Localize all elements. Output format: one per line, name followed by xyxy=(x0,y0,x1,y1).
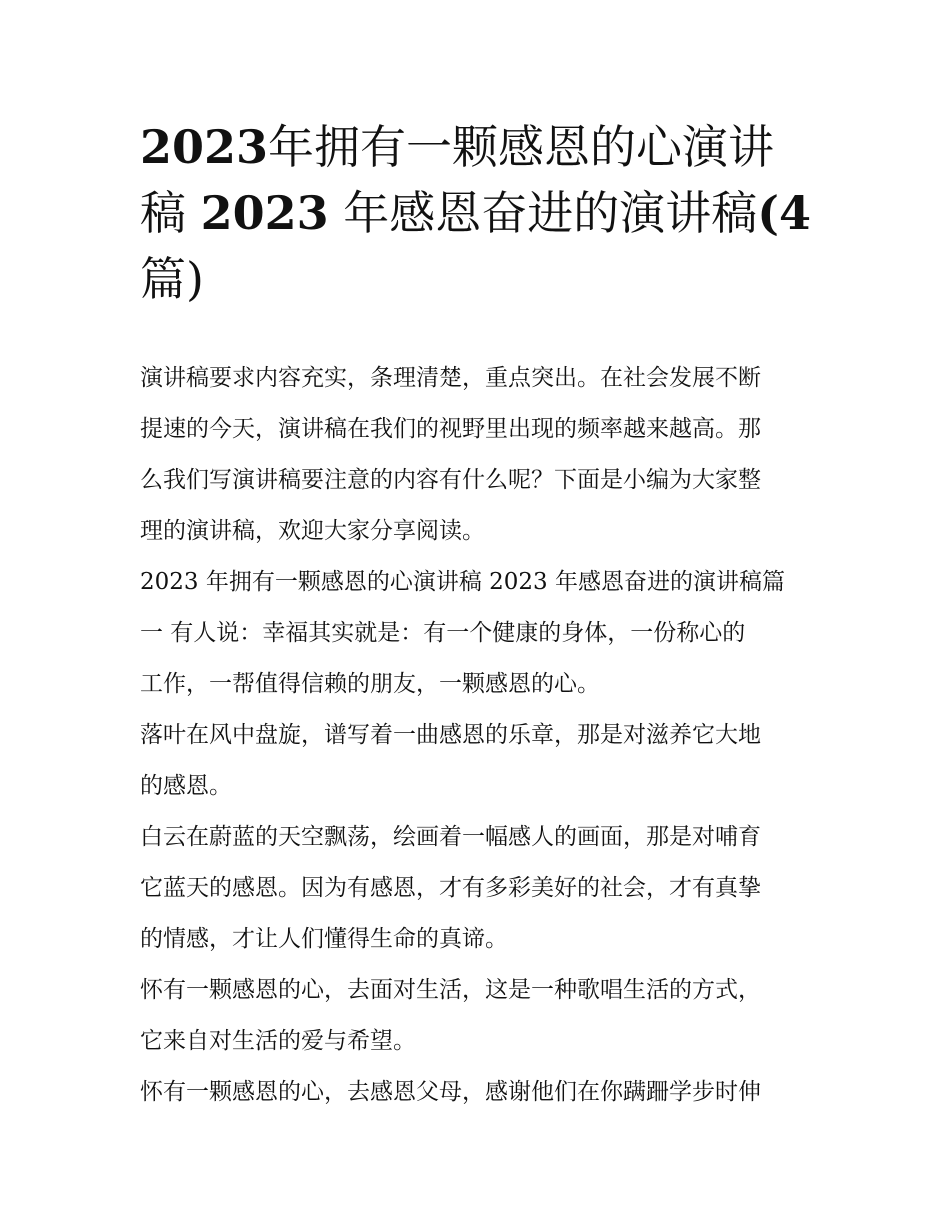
paragraph-section-1 xyxy=(140,557,820,710)
paragraph-parents xyxy=(140,1067,820,1118)
text-line: 它来自对生活的爱与希望。 xyxy=(140,1028,416,1054)
text-line: 白云在蔚蓝的天空飘荡，绘画着一幅感人的画面，那是对哺育 xyxy=(140,824,761,850)
text-line: 理的演讲稿，欢迎大家分享阅读。 xyxy=(140,518,485,544)
text-line: 工作，一帮值得信赖的朋友，一颗感恩的心。 xyxy=(140,671,600,697)
paragraph-clouds xyxy=(140,812,820,965)
title-line-3 xyxy=(140,246,820,312)
text-line: 一 有人说：幸福其实就是：有一个健康的身体，一份称心的 xyxy=(140,620,746,646)
title-line-2 xyxy=(140,180,820,246)
text-line: 么我们写演讲稿要注意的内容有什么呢？下面是小编为大家整 xyxy=(140,467,761,493)
title-text: 稿 xyxy=(140,186,201,240)
text-line: 提速的今天，演讲稿在我们的视野里出现的频率越来越高。那 xyxy=(140,416,761,442)
title-text: 篇) xyxy=(140,252,204,306)
title-count: (4 xyxy=(757,186,812,240)
text-line: 演讲稿要求内容充实，条理清楚，重点突出。在社会发展不断 xyxy=(140,365,761,391)
paragraph-leaves xyxy=(140,710,820,812)
text-line: 的感恩。 xyxy=(140,773,232,799)
text-line: 怀有一颗感恩的心，去感恩父母，感谢他们在你蹒跚学步时伸 xyxy=(140,1079,761,1105)
title-line-1 xyxy=(140,114,820,180)
text-line: 怀有一颗感恩的心，去面对生活，这是一种歌唱生活的方式， xyxy=(140,977,761,1003)
text-line: 的情感，才让人们懂得生命的真谛。 xyxy=(140,926,508,952)
title-year: 2023 xyxy=(200,186,329,240)
paragraph-intro xyxy=(140,353,820,557)
title-text: 年拥有一颗感恩的心演讲 xyxy=(268,120,775,174)
title-text: 年感恩奋进的演讲稿 xyxy=(328,186,758,240)
text-line: 它蓝天的感恩。因为有感恩，才有多彩美好的社会，才有真挚 xyxy=(140,875,761,901)
paragraph-life xyxy=(140,965,820,1067)
text-line: 2023 年拥有一颗感恩的心演讲稿 2023 年感恩奋进的演讲稿篇 xyxy=(140,569,785,595)
title-year: 2023 xyxy=(140,120,269,174)
document-body xyxy=(140,353,820,1118)
text-line: 落叶在风中盘旋，谱写着一曲感恩的乐章，那是对滋养它大地 xyxy=(140,722,761,748)
document-title xyxy=(140,114,820,312)
